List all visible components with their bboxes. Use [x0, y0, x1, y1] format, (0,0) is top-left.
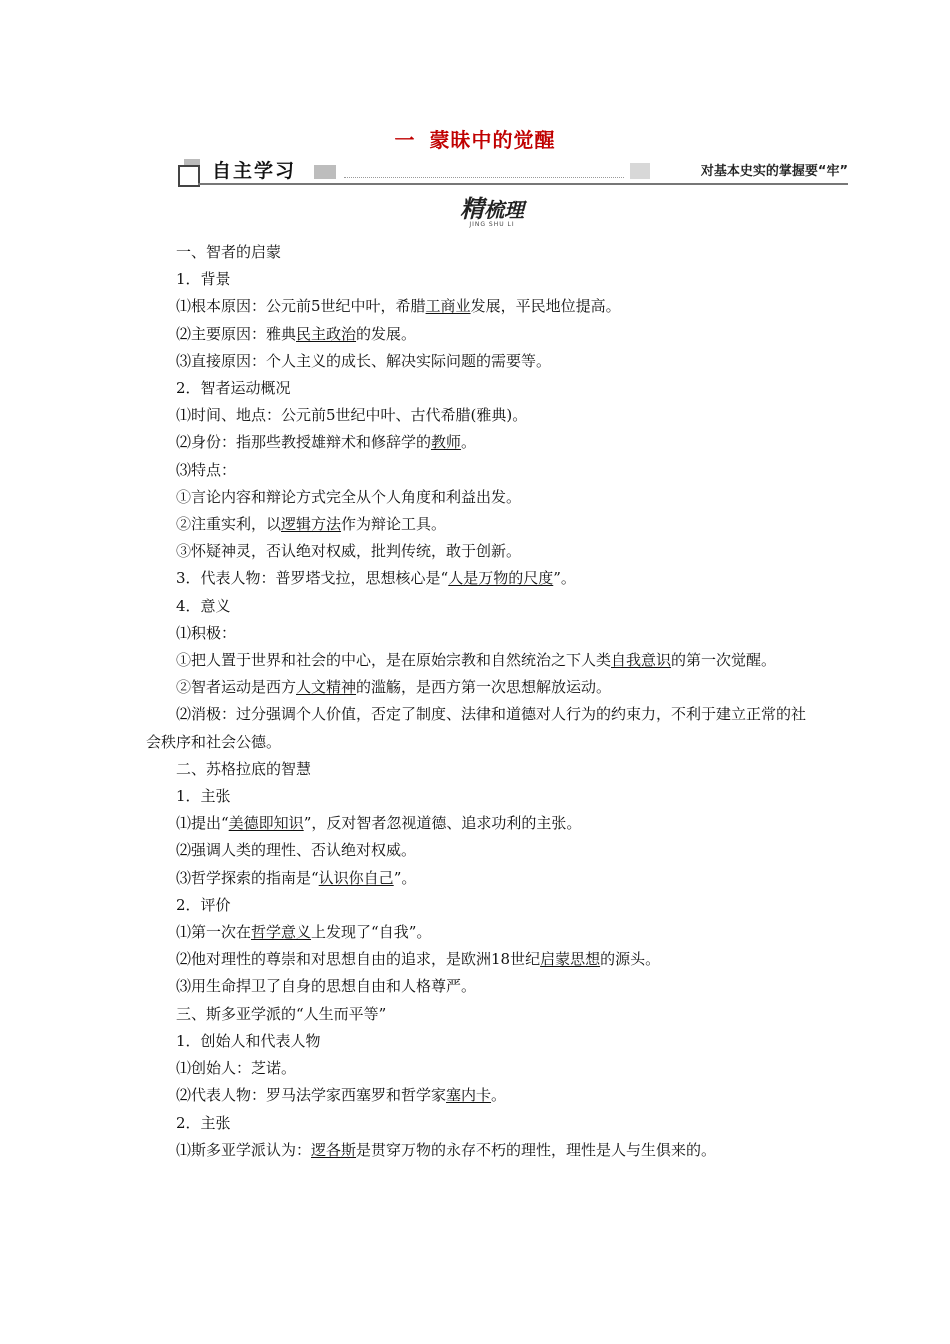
text-segment: ②智者运动是西方 — [176, 678, 297, 697]
text-segment: 的发展。 — [356, 324, 417, 343]
text-segment: 是贯穿万物的永存不朽的理性，理性是人与生俱来的。 — [356, 1140, 717, 1159]
text-line — [146, 511, 810, 538]
text-segment: 上发现了“自我”。 — [311, 923, 432, 942]
key-term: 逻辑方法 — [281, 515, 342, 534]
text-line — [146, 538, 810, 565]
text-segment: ⑵代表人物：罗马法学家西塞罗和哲学家 — [176, 1086, 447, 1105]
key-term: 认识你自己 — [318, 868, 394, 887]
text-segment: ⑶用生命捍卫了自身的思想自由和人格尊严。 — [176, 977, 477, 996]
text-line — [146, 865, 810, 892]
text-line — [146, 892, 810, 919]
text-line — [146, 647, 810, 674]
text-line — [146, 266, 810, 293]
text-line — [146, 919, 810, 946]
text-segment: 1．背景 — [176, 270, 231, 289]
text-line — [146, 375, 810, 402]
text-segment: 1．创始人和代表人物 — [176, 1031, 321, 1050]
key-term: 哲学意义 — [251, 923, 312, 942]
text-segment: ⑶哲学探索的指南是“ — [176, 868, 319, 887]
text-segment: ⑵身份：指那些教授雄辩术和修辞学的 — [176, 433, 432, 452]
section-logo — [442, 194, 542, 232]
key-term: 美德即知识 — [228, 814, 304, 833]
section-banner — [178, 159, 848, 185]
banner-dotted-line — [344, 177, 624, 178]
text-segment: 1．主张 — [176, 787, 231, 806]
text-segment: ⑵消极：过分强调个人价值，否定了制度、法律和道德对人行为的约束力，不利于建立正常的社会秩序和社会公德。 — [146, 705, 807, 751]
text-segment: 2．评价 — [176, 895, 231, 914]
text-line — [146, 837, 810, 864]
text-line — [146, 701, 810, 755]
text-segment: ”。 — [393, 868, 417, 887]
text-line — [146, 674, 810, 701]
key-term: 工商业 — [425, 297, 471, 316]
text-segment: 4．意义 — [176, 596, 231, 615]
key-term: 自我意识 — [611, 651, 672, 670]
text-line — [146, 321, 810, 348]
text-segment: ⑴提出“ — [176, 814, 229, 833]
text-line — [146, 1028, 810, 1055]
text-line — [146, 1082, 810, 1109]
text-segment: ⑴斯多亚学派认为： — [176, 1140, 312, 1159]
text-segment: 3．代表人物：普罗塔戈拉，思想核心是“ — [176, 569, 449, 588]
text-line — [146, 593, 810, 620]
text-line — [146, 783, 810, 810]
logo-text: 精梳理 — [460, 194, 524, 223]
text-segment: 一、智者的启蒙 — [176, 243, 282, 261]
text-segment: 的源头。 — [600, 950, 661, 969]
text-line — [146, 1110, 810, 1137]
text-line — [146, 1055, 810, 1082]
title-number: 一 — [394, 128, 416, 152]
text-segment: ①把人置于世界和社会的中心，是在原始宗教和自然统治之下人类 — [176, 651, 612, 670]
key-term: 逻各斯 — [311, 1140, 357, 1159]
key-term: 教师 — [431, 433, 462, 452]
text-line — [146, 565, 810, 592]
text-line — [146, 1137, 810, 1164]
text-segment: 作为辩论工具。 — [341, 515, 447, 534]
text-line — [146, 484, 810, 511]
text-segment: ③怀疑神灵，否认绝对权威，批判传统，敢于创新。 — [176, 542, 522, 561]
banner-subtitle: 对基本史实的掌握要“牢” — [700, 164, 848, 179]
banner-label: 自主学习 — [212, 160, 297, 182]
text-line — [146, 429, 810, 456]
text-line — [146, 973, 810, 1000]
text-segment: 2．智者运动概况 — [176, 379, 291, 398]
text-line — [146, 402, 810, 429]
text-segment: ⑶特点： — [176, 460, 237, 479]
page-title — [0, 124, 950, 153]
key-term: 民主政治 — [296, 324, 357, 343]
text-segment: ”，反对智者忽视道德、追求功利的主张。 — [303, 814, 582, 833]
key-term: 塞内卡 — [446, 1086, 492, 1105]
text-segment: ⑵主要原因：雅典 — [176, 324, 297, 343]
text-segment: ⑵强调人类的理性、否认绝对权威。 — [176, 841, 417, 860]
text-segment: 二、苏格拉底的智慧 — [176, 759, 312, 778]
banner-decor-block — [314, 165, 336, 179]
key-term: 人文精神 — [296, 678, 357, 697]
document-body — [146, 239, 810, 1164]
text-line — [146, 810, 810, 837]
logo-subtext: JING SHU LI — [469, 221, 515, 228]
text-segment: 发展，平民地位提高。 — [470, 297, 621, 316]
text-line — [146, 946, 810, 973]
text-segment: ⑶直接原因：个人主义的成长、解决实际问题的需要等。 — [176, 351, 552, 370]
text-line — [146, 293, 810, 320]
text-segment: ⑵他对理性的尊崇和对思想自由的追求，是欧洲18世纪 — [176, 950, 541, 969]
text-segment: 的第一次觉醒。 — [671, 651, 777, 670]
text-line — [146, 457, 810, 484]
text-segment: ⑴时间、地点：公元前5世纪中叶、古代希腊(雅典)。 — [176, 406, 528, 425]
text-line — [146, 756, 810, 783]
text-line — [146, 348, 810, 375]
text-line — [146, 620, 810, 647]
title-text: 蒙昧中的觉醒 — [429, 128, 556, 152]
text-segment: ”。 — [553, 569, 576, 588]
text-segment: ⑴第一次在 — [176, 923, 252, 942]
text-segment: ⑴积极： — [176, 623, 237, 642]
banner-decor-block-right — [630, 163, 650, 179]
banner-checkbox-icon — [178, 165, 200, 187]
text-segment: 的滥觞，是西方第一次思想解放运动。 — [356, 678, 612, 697]
text-segment: ①言论内容和辩论方式完全从个人角度和利益出发。 — [176, 487, 522, 506]
text-line — [146, 239, 810, 266]
text-segment: ⑴创始人：芝诺。 — [176, 1059, 297, 1078]
text-segment: ⑴根本原因：公元前5世纪中叶，希腊 — [176, 297, 426, 316]
text-segment: 。 — [491, 1086, 507, 1105]
text-segment: ②注重实利，以 — [176, 515, 282, 534]
text-segment: 。 — [461, 433, 477, 452]
banner-underline — [198, 183, 848, 185]
key-term: 人是万物的尺度 — [448, 569, 554, 588]
key-term: 启蒙思想 — [540, 950, 601, 969]
text-segment: 三、斯多亚学派的“人生而平等” — [176, 1004, 387, 1023]
text-line — [146, 1001, 810, 1028]
text-segment: 2．主张 — [176, 1113, 231, 1132]
